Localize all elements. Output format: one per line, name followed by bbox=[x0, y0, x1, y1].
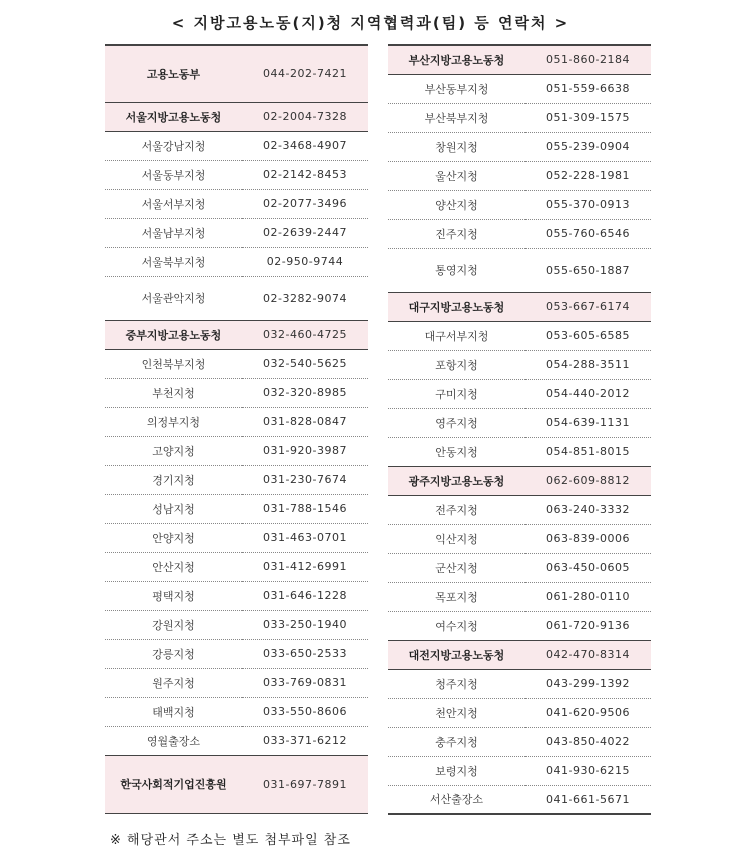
office-phone: 043-850-4022 bbox=[525, 727, 651, 756]
office-phone: 02-2142-8453 bbox=[242, 160, 368, 189]
office-row bbox=[388, 524, 651, 553]
contact-table-right bbox=[388, 44, 651, 815]
office-header-row bbox=[105, 320, 368, 349]
office-name: 성남지청 bbox=[105, 494, 242, 523]
office-phone: 055-760-6546 bbox=[525, 219, 651, 248]
office-row bbox=[388, 553, 651, 582]
office-name: 목포지청 bbox=[388, 582, 525, 611]
office-phone: 061-720-9136 bbox=[525, 611, 651, 640]
office-name: 양산지청 bbox=[388, 190, 525, 219]
office-name: 부천지청 bbox=[105, 378, 242, 407]
office-name: 청주지청 bbox=[388, 669, 525, 698]
office-name: 고용노동부 bbox=[105, 45, 242, 102]
office-phone: 054-288-3511 bbox=[525, 350, 651, 379]
office-name: 전주지청 bbox=[388, 495, 525, 524]
office-row bbox=[105, 639, 368, 668]
office-row bbox=[105, 247, 368, 276]
office-phone: 063-240-3332 bbox=[525, 495, 651, 524]
office-name: 한국사회적기업진흥원 bbox=[105, 755, 242, 813]
office-header-row bbox=[388, 640, 651, 669]
office-header-row bbox=[388, 466, 651, 495]
office-name: 의정부지청 bbox=[105, 407, 242, 436]
office-row bbox=[105, 668, 368, 697]
office-name: 여수지청 bbox=[388, 611, 525, 640]
office-name: 고양지청 bbox=[105, 436, 242, 465]
page-title: < 지방고용노동(지)청 지역협력과(팀) 등 연락처 > bbox=[171, 14, 570, 32]
office-name: 부산동부지청 bbox=[388, 74, 525, 103]
office-row bbox=[388, 495, 651, 524]
office-phone: 051-559-6638 bbox=[525, 74, 651, 103]
office-name: 충주지청 bbox=[388, 727, 525, 756]
office-phone: 054-851-8015 bbox=[525, 437, 651, 466]
office-name: 대전지방고용노동청 bbox=[388, 640, 525, 669]
office-row bbox=[105, 726, 368, 755]
office-name: 강원지청 bbox=[105, 610, 242, 639]
office-row bbox=[388, 379, 651, 408]
office-phone: 053-605-6585 bbox=[525, 321, 651, 350]
office-name: 익산지청 bbox=[388, 524, 525, 553]
office-phone: 033-250-1940 bbox=[242, 610, 368, 639]
office-phone: 033-769-0831 bbox=[242, 668, 368, 697]
office-row bbox=[388, 132, 651, 161]
office-phone: 031-920-3987 bbox=[242, 436, 368, 465]
contact-table-left bbox=[105, 44, 368, 814]
office-phone: 031-463-0701 bbox=[242, 523, 368, 552]
office-row bbox=[105, 407, 368, 436]
office-row bbox=[105, 349, 368, 378]
office-phone: 032-320-8985 bbox=[242, 378, 368, 407]
office-phone: 031-828-0847 bbox=[242, 407, 368, 436]
office-phone: 031-697-7891 bbox=[242, 755, 368, 813]
footnote: ※ 해당관서 주소는 별도 첨부파일 참조 bbox=[110, 833, 351, 848]
office-row bbox=[105, 523, 368, 552]
office-name: 서울서부지청 bbox=[105, 189, 242, 218]
office-phone: 041-930-6215 bbox=[525, 756, 651, 785]
office-row bbox=[105, 436, 368, 465]
office-phone: 032-540-5625 bbox=[242, 349, 368, 378]
office-name: 중부지방고용노동청 bbox=[105, 320, 242, 349]
office-phone: 052-228-1981 bbox=[525, 161, 651, 190]
office-header-row bbox=[105, 102, 368, 131]
office-row bbox=[105, 378, 368, 407]
office-name: 태백지청 bbox=[105, 697, 242, 726]
office-phone: 063-450-0605 bbox=[525, 553, 651, 582]
office-name: 서울남부지청 bbox=[105, 218, 242, 247]
office-name: 서울북부지청 bbox=[105, 247, 242, 276]
office-name: 군산지청 bbox=[388, 553, 525, 582]
office-name: 통영지청 bbox=[388, 248, 525, 292]
office-phone: 031-230-7674 bbox=[242, 465, 368, 494]
office-name: 울산지청 bbox=[388, 161, 525, 190]
office-name: 경기지청 bbox=[105, 465, 242, 494]
office-header-row bbox=[105, 755, 368, 813]
office-row bbox=[388, 727, 651, 756]
office-row bbox=[388, 582, 651, 611]
office-row bbox=[388, 408, 651, 437]
office-name: 안산지청 bbox=[105, 552, 242, 581]
office-row bbox=[105, 552, 368, 581]
office-phone: 055-239-0904 bbox=[525, 132, 651, 161]
office-row bbox=[388, 669, 651, 698]
office-phone: 055-650-1887 bbox=[525, 248, 651, 292]
office-phone: 033-650-2533 bbox=[242, 639, 368, 668]
office-name: 대구지방고용노동청 bbox=[388, 292, 525, 321]
office-phone: 02-3282-9074 bbox=[242, 276, 368, 320]
office-name: 진주지청 bbox=[388, 219, 525, 248]
office-name: 서산출장소 bbox=[388, 785, 525, 814]
office-name: 구미지청 bbox=[388, 379, 525, 408]
office-phone: 02-2004-7328 bbox=[242, 102, 368, 131]
office-header-row bbox=[105, 45, 368, 102]
office-phone: 062-609-8812 bbox=[525, 466, 651, 495]
office-row bbox=[388, 103, 651, 132]
office-row bbox=[105, 494, 368, 523]
office-phone: 031-788-1546 bbox=[242, 494, 368, 523]
office-header-row bbox=[388, 45, 651, 74]
office-phone: 033-550-8606 bbox=[242, 697, 368, 726]
office-phone: 02-950-9744 bbox=[242, 247, 368, 276]
office-name: 대구서부지청 bbox=[388, 321, 525, 350]
office-phone: 053-667-6174 bbox=[525, 292, 651, 321]
office-name: 창원지청 bbox=[388, 132, 525, 161]
office-name: 서울관악지청 bbox=[105, 276, 242, 320]
office-row bbox=[388, 321, 651, 350]
office-row bbox=[388, 219, 651, 248]
office-row bbox=[388, 161, 651, 190]
office-name: 보령지청 bbox=[388, 756, 525, 785]
office-phone: 055-370-0913 bbox=[525, 190, 651, 219]
office-name: 서울강남지청 bbox=[105, 131, 242, 160]
office-row bbox=[105, 581, 368, 610]
office-row bbox=[105, 218, 368, 247]
office-phone: 044-202-7421 bbox=[242, 45, 368, 102]
office-row bbox=[388, 785, 651, 814]
office-row bbox=[388, 756, 651, 785]
office-phone: 02-3468-4907 bbox=[242, 131, 368, 160]
office-phone: 051-309-1575 bbox=[525, 103, 651, 132]
office-phone: 031-412-6991 bbox=[242, 552, 368, 581]
office-header-row bbox=[388, 292, 651, 321]
office-name: 강릉지청 bbox=[105, 639, 242, 668]
office-name: 광주지방고용노동청 bbox=[388, 466, 525, 495]
office-phone: 031-646-1228 bbox=[242, 581, 368, 610]
office-phone: 033-371-6212 bbox=[242, 726, 368, 755]
office-name: 안양지청 bbox=[105, 523, 242, 552]
office-phone: 041-620-9506 bbox=[525, 698, 651, 727]
office-phone: 02-2639-2447 bbox=[242, 218, 368, 247]
office-row bbox=[388, 190, 651, 219]
office-phone: 054-440-2012 bbox=[525, 379, 651, 408]
office-name: 서울동부지청 bbox=[105, 160, 242, 189]
office-row bbox=[105, 160, 368, 189]
office-row bbox=[105, 610, 368, 639]
office-row bbox=[388, 437, 651, 466]
office-phone: 042-470-8314 bbox=[525, 640, 651, 669]
office-phone: 063-839-0006 bbox=[525, 524, 651, 553]
office-phone: 051-860-2184 bbox=[525, 45, 651, 74]
office-row bbox=[105, 131, 368, 160]
office-row bbox=[388, 350, 651, 379]
office-phone: 043-299-1392 bbox=[525, 669, 651, 698]
office-row bbox=[105, 189, 368, 218]
office-name: 부산지방고용노동청 bbox=[388, 45, 525, 74]
office-name: 포항지청 bbox=[388, 350, 525, 379]
office-row bbox=[388, 74, 651, 103]
office-name: 평택지청 bbox=[105, 581, 242, 610]
office-row bbox=[105, 465, 368, 494]
office-phone: 032-460-4725 bbox=[242, 320, 368, 349]
office-phone: 02-2077-3496 bbox=[242, 189, 368, 218]
office-name: 천안지청 bbox=[388, 698, 525, 727]
office-name: 인천북부지청 bbox=[105, 349, 242, 378]
office-phone: 041-661-5671 bbox=[525, 785, 651, 814]
office-name: 영주지청 bbox=[388, 408, 525, 437]
office-row bbox=[105, 276, 368, 320]
office-row bbox=[388, 611, 651, 640]
office-phone: 054-639-1131 bbox=[525, 408, 651, 437]
office-phone: 061-280-0110 bbox=[525, 582, 651, 611]
office-name: 영월출장소 bbox=[105, 726, 242, 755]
office-name: 원주지청 bbox=[105, 668, 242, 697]
office-row bbox=[388, 698, 651, 727]
office-name: 안동지청 bbox=[388, 437, 525, 466]
office-row bbox=[105, 697, 368, 726]
office-name: 서울지방고용노동청 bbox=[105, 102, 242, 131]
office-name: 부산북부지청 bbox=[388, 103, 525, 132]
office-row bbox=[388, 248, 651, 292]
